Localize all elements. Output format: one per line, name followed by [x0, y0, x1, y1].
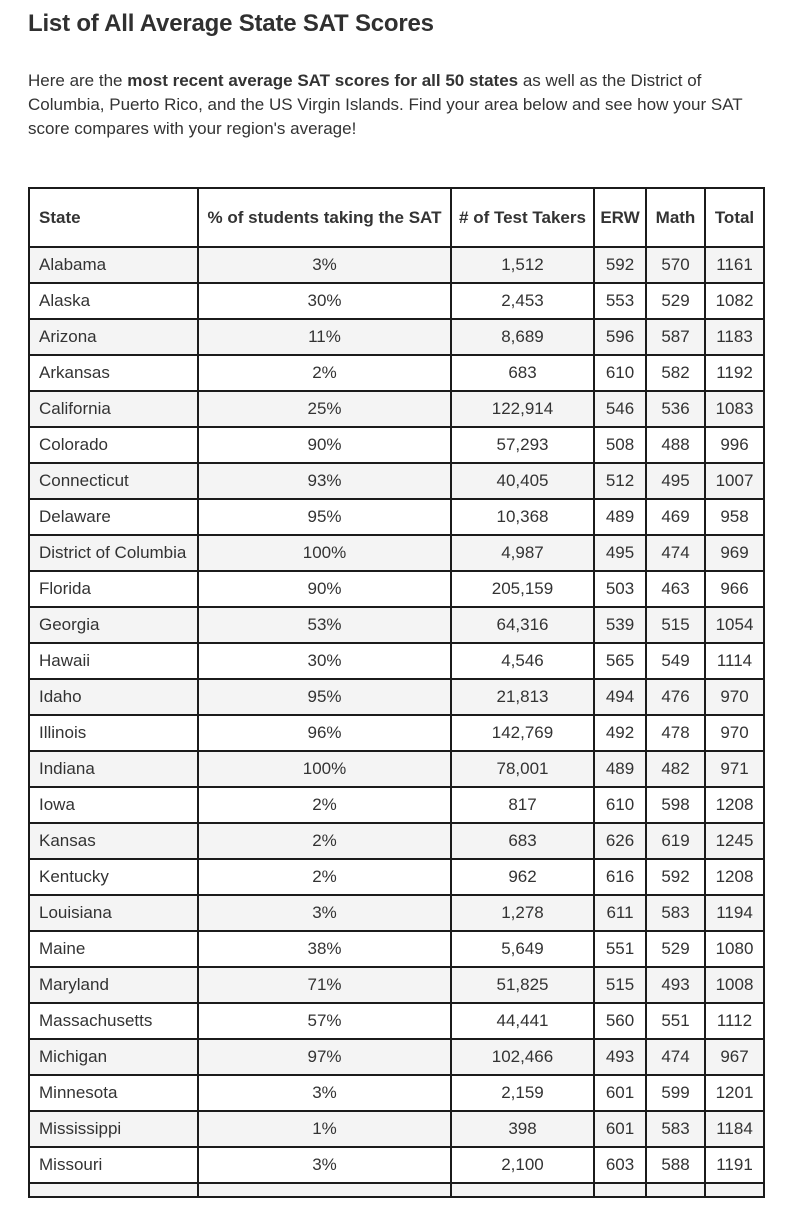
table-row — [29, 571, 764, 607]
cell-total: 1184 — [705, 1111, 764, 1147]
cell-erw: 494 — [594, 679, 646, 715]
cell-math: 598 — [646, 787, 705, 823]
cell-total: 971 — [705, 751, 764, 787]
cell-pct-taking: 1% — [198, 1111, 451, 1147]
cell-total: 1007 — [705, 463, 764, 499]
cell-math: 469 — [646, 499, 705, 535]
cell-pct-taking: 3% — [198, 1147, 451, 1183]
cell-total: 1192 — [705, 355, 764, 391]
cell-total: 966 — [705, 571, 764, 607]
article-content — [28, 8, 763, 1198]
table-row — [29, 787, 764, 823]
cell-total: 1245 — [705, 823, 764, 859]
table-row — [29, 679, 764, 715]
cell-pct-taking: 2% — [198, 787, 451, 823]
cell-state: Minnesota — [29, 1075, 198, 1111]
cell-math: 599 — [646, 1075, 705, 1111]
cell-state: Michigan — [29, 1039, 198, 1075]
cell-math: 474 — [646, 535, 705, 571]
cell-test-takers: 1,512 — [451, 247, 594, 283]
table-row — [29, 1003, 764, 1039]
cell-pct-taking: 71% — [198, 967, 451, 1003]
cell-erw: 601 — [594, 1075, 646, 1111]
cell-state: Louisiana — [29, 895, 198, 931]
cell-math: 463 — [646, 571, 705, 607]
cell-pct-taking: 11% — [198, 319, 451, 355]
table-row — [29, 355, 764, 391]
cell-total: 1082 — [705, 283, 764, 319]
column-header-total: Total — [705, 188, 764, 247]
cell-math: 582 — [646, 355, 705, 391]
cell-total: 970 — [705, 715, 764, 751]
cell-empty — [451, 1183, 594, 1197]
cell-erw: 493 — [594, 1039, 646, 1075]
cell-total: 1114 — [705, 643, 764, 679]
cell-erw: 616 — [594, 859, 646, 895]
cell-state: Massachusetts — [29, 1003, 198, 1039]
cell-total: 970 — [705, 679, 764, 715]
cell-math: 583 — [646, 1111, 705, 1147]
cell-test-takers: 1,278 — [451, 895, 594, 931]
cell-pct-taking: 2% — [198, 355, 451, 391]
cell-erw: 551 — [594, 931, 646, 967]
cell-state: District of Columbia — [29, 535, 198, 571]
cell-pct-taking: 96% — [198, 715, 451, 751]
cell-test-takers: 2,159 — [451, 1075, 594, 1111]
cell-erw: 626 — [594, 823, 646, 859]
table-body — [29, 247, 764, 1197]
cell-total: 1208 — [705, 859, 764, 895]
cell-erw: 508 — [594, 427, 646, 463]
table-row — [29, 319, 764, 355]
cell-math: 592 — [646, 859, 705, 895]
cell-state: Colorado — [29, 427, 198, 463]
cell-erw: 610 — [594, 355, 646, 391]
cell-state: California — [29, 391, 198, 427]
cell-test-takers: 817 — [451, 787, 594, 823]
cell-pct-taking: 30% — [198, 643, 451, 679]
cell-pct-taking: 38% — [198, 931, 451, 967]
cell-total: 967 — [705, 1039, 764, 1075]
cell-state: Maine — [29, 931, 198, 967]
cell-empty — [198, 1183, 451, 1197]
cell-erw: 592 — [594, 247, 646, 283]
column-header-erw: ERW — [594, 188, 646, 247]
column-header-state: State — [29, 188, 198, 247]
cell-math: 619 — [646, 823, 705, 859]
cell-state: Connecticut — [29, 463, 198, 499]
cell-test-takers: 683 — [451, 823, 594, 859]
cell-erw: 596 — [594, 319, 646, 355]
table-row — [29, 751, 764, 787]
cell-math: 587 — [646, 319, 705, 355]
table-row — [29, 859, 764, 895]
cell-erw: 546 — [594, 391, 646, 427]
cell-pct-taking: 100% — [198, 751, 451, 787]
cell-total: 1194 — [705, 895, 764, 931]
cell-state: Idaho — [29, 679, 198, 715]
table-row — [29, 823, 764, 859]
cell-total: 1208 — [705, 787, 764, 823]
cell-pct-taking: 97% — [198, 1039, 451, 1075]
cell-math: 570 — [646, 247, 705, 283]
cell-total: 1161 — [705, 247, 764, 283]
cell-erw: 611 — [594, 895, 646, 931]
cell-test-takers: 205,159 — [451, 571, 594, 607]
cell-math: 536 — [646, 391, 705, 427]
cell-empty — [646, 1183, 705, 1197]
cell-total: 1083 — [705, 391, 764, 427]
cell-state: Mississippi — [29, 1111, 198, 1147]
table-row — [29, 607, 764, 643]
cell-erw: 610 — [594, 787, 646, 823]
cell-total: 1112 — [705, 1003, 764, 1039]
cell-state: Kansas — [29, 823, 198, 859]
cell-test-takers: 8,689 — [451, 319, 594, 355]
cell-math: 488 — [646, 427, 705, 463]
cell-total: 1191 — [705, 1147, 764, 1183]
cell-math: 583 — [646, 895, 705, 931]
cell-state: Kentucky — [29, 859, 198, 895]
table-row — [29, 1039, 764, 1075]
cell-state: Indiana — [29, 751, 198, 787]
cell-pct-taking: 30% — [198, 283, 451, 319]
cell-erw: 503 — [594, 571, 646, 607]
table-row — [29, 1147, 764, 1183]
table-row — [29, 463, 764, 499]
sat-scores-table — [28, 187, 765, 1198]
column-header-test-takers: # of Test Takers — [451, 188, 594, 247]
cell-test-takers: 64,316 — [451, 607, 594, 643]
table-row — [29, 283, 764, 319]
table-row — [29, 967, 764, 1003]
cell-erw: 495 — [594, 535, 646, 571]
intro-text-bold: most recent average SAT scores for all 50 states — [127, 71, 519, 90]
cell-state: Georgia — [29, 607, 198, 643]
cell-erw: 515 — [594, 967, 646, 1003]
cell-state: Missouri — [29, 1147, 198, 1183]
cell-erw: 553 — [594, 283, 646, 319]
cell-math: 529 — [646, 283, 705, 319]
cell-math: 478 — [646, 715, 705, 751]
cell-pct-taking: 25% — [198, 391, 451, 427]
cell-state: Arkansas — [29, 355, 198, 391]
cell-math: 474 — [646, 1039, 705, 1075]
page-title: List of All Average State SAT Scores — [28, 10, 434, 37]
column-header-pct-taking: % of students taking the SAT — [198, 188, 451, 247]
cell-test-takers: 683 — [451, 355, 594, 391]
cell-pct-taking: 3% — [198, 895, 451, 931]
cell-total: 996 — [705, 427, 764, 463]
cell-erw: 539 — [594, 607, 646, 643]
cell-pct-taking: 90% — [198, 571, 451, 607]
cell-erw: 601 — [594, 1111, 646, 1147]
cell-erw: 489 — [594, 499, 646, 535]
table-row — [29, 895, 764, 931]
cell-test-takers: 2,453 — [451, 283, 594, 319]
cell-pct-taking: 53% — [198, 607, 451, 643]
column-header-math: Math — [646, 188, 705, 247]
cell-test-takers: 51,825 — [451, 967, 594, 1003]
cell-erw: 560 — [594, 1003, 646, 1039]
cell-pct-taking: 95% — [198, 679, 451, 715]
cell-state: Maryland — [29, 967, 198, 1003]
table-row — [29, 535, 764, 571]
cell-test-takers: 40,405 — [451, 463, 594, 499]
table-row — [29, 391, 764, 427]
cell-math: 549 — [646, 643, 705, 679]
cell-pct-taking: 2% — [198, 859, 451, 895]
cell-state: Hawaii — [29, 643, 198, 679]
cell-pct-taking: 95% — [198, 499, 451, 535]
cell-math: 493 — [646, 967, 705, 1003]
table-row — [29, 247, 764, 283]
cell-test-takers: 962 — [451, 859, 594, 895]
cell-test-takers: 2,100 — [451, 1147, 594, 1183]
cell-erw: 512 — [594, 463, 646, 499]
cell-math: 588 — [646, 1147, 705, 1183]
cell-test-takers: 398 — [451, 1111, 594, 1147]
table-row — [29, 1075, 764, 1111]
cell-total: 1201 — [705, 1075, 764, 1111]
table-row — [29, 427, 764, 463]
cell-empty — [594, 1183, 646, 1197]
cell-erw: 489 — [594, 751, 646, 787]
cell-pct-taking: 57% — [198, 1003, 451, 1039]
cell-state: Delaware — [29, 499, 198, 535]
cell-test-takers: 102,466 — [451, 1039, 594, 1075]
cell-total: 1054 — [705, 607, 764, 643]
cell-state: Illinois — [29, 715, 198, 751]
cell-test-takers: 57,293 — [451, 427, 594, 463]
table-row — [29, 499, 764, 535]
cell-test-takers: 44,441 — [451, 1003, 594, 1039]
cell-pct-taking: 100% — [198, 535, 451, 571]
cell-math: 515 — [646, 607, 705, 643]
cell-test-takers: 21,813 — [451, 679, 594, 715]
cell-pct-taking: 90% — [198, 427, 451, 463]
intro-paragraph — [28, 69, 763, 141]
cell-test-takers: 122,914 — [451, 391, 594, 427]
cell-total: 1080 — [705, 931, 764, 967]
table-row — [29, 931, 764, 967]
cell-state: Alabama — [29, 247, 198, 283]
cell-state: Florida — [29, 571, 198, 607]
cell-math: 529 — [646, 931, 705, 967]
cell-erw: 603 — [594, 1147, 646, 1183]
table-row — [29, 1111, 764, 1147]
cell-pct-taking: 93% — [198, 463, 451, 499]
cell-state: Alaska — [29, 283, 198, 319]
intro-text-prefix: Here are the — [28, 71, 128, 90]
cell-test-takers: 5,649 — [451, 931, 594, 967]
cell-empty — [29, 1183, 198, 1197]
cell-pct-taking: 3% — [198, 1075, 451, 1111]
cell-pct-taking: 3% — [198, 247, 451, 283]
cell-total: 1008 — [705, 967, 764, 1003]
cell-total: 969 — [705, 535, 764, 571]
cell-total: 958 — [705, 499, 764, 535]
cell-state: Arizona — [29, 319, 198, 355]
cell-state: Iowa — [29, 787, 198, 823]
cell-pct-taking: 2% — [198, 823, 451, 859]
cell-math: 551 — [646, 1003, 705, 1039]
cell-test-takers: 4,546 — [451, 643, 594, 679]
cell-math: 482 — [646, 751, 705, 787]
table-header-row — [29, 188, 764, 247]
table-row — [29, 643, 764, 679]
cell-test-takers: 10,368 — [451, 499, 594, 535]
cell-erw: 565 — [594, 643, 646, 679]
cell-empty — [705, 1183, 764, 1197]
cell-test-takers: 78,001 — [451, 751, 594, 787]
cell-erw: 492 — [594, 715, 646, 751]
cell-test-takers: 4,987 — [451, 535, 594, 571]
table-row-partial — [29, 1183, 764, 1197]
intro-text-suffix: as well as the District of Columbia, Puerto Rico, and the US Virgin Islands. Find your area below and see how your SAT score compares with your region's average! — [28, 71, 743, 138]
table-row — [29, 715, 764, 751]
cell-math: 476 — [646, 679, 705, 715]
cell-math: 495 — [646, 463, 705, 499]
cell-total: 1183 — [705, 319, 764, 355]
cell-test-takers: 142,769 — [451, 715, 594, 751]
